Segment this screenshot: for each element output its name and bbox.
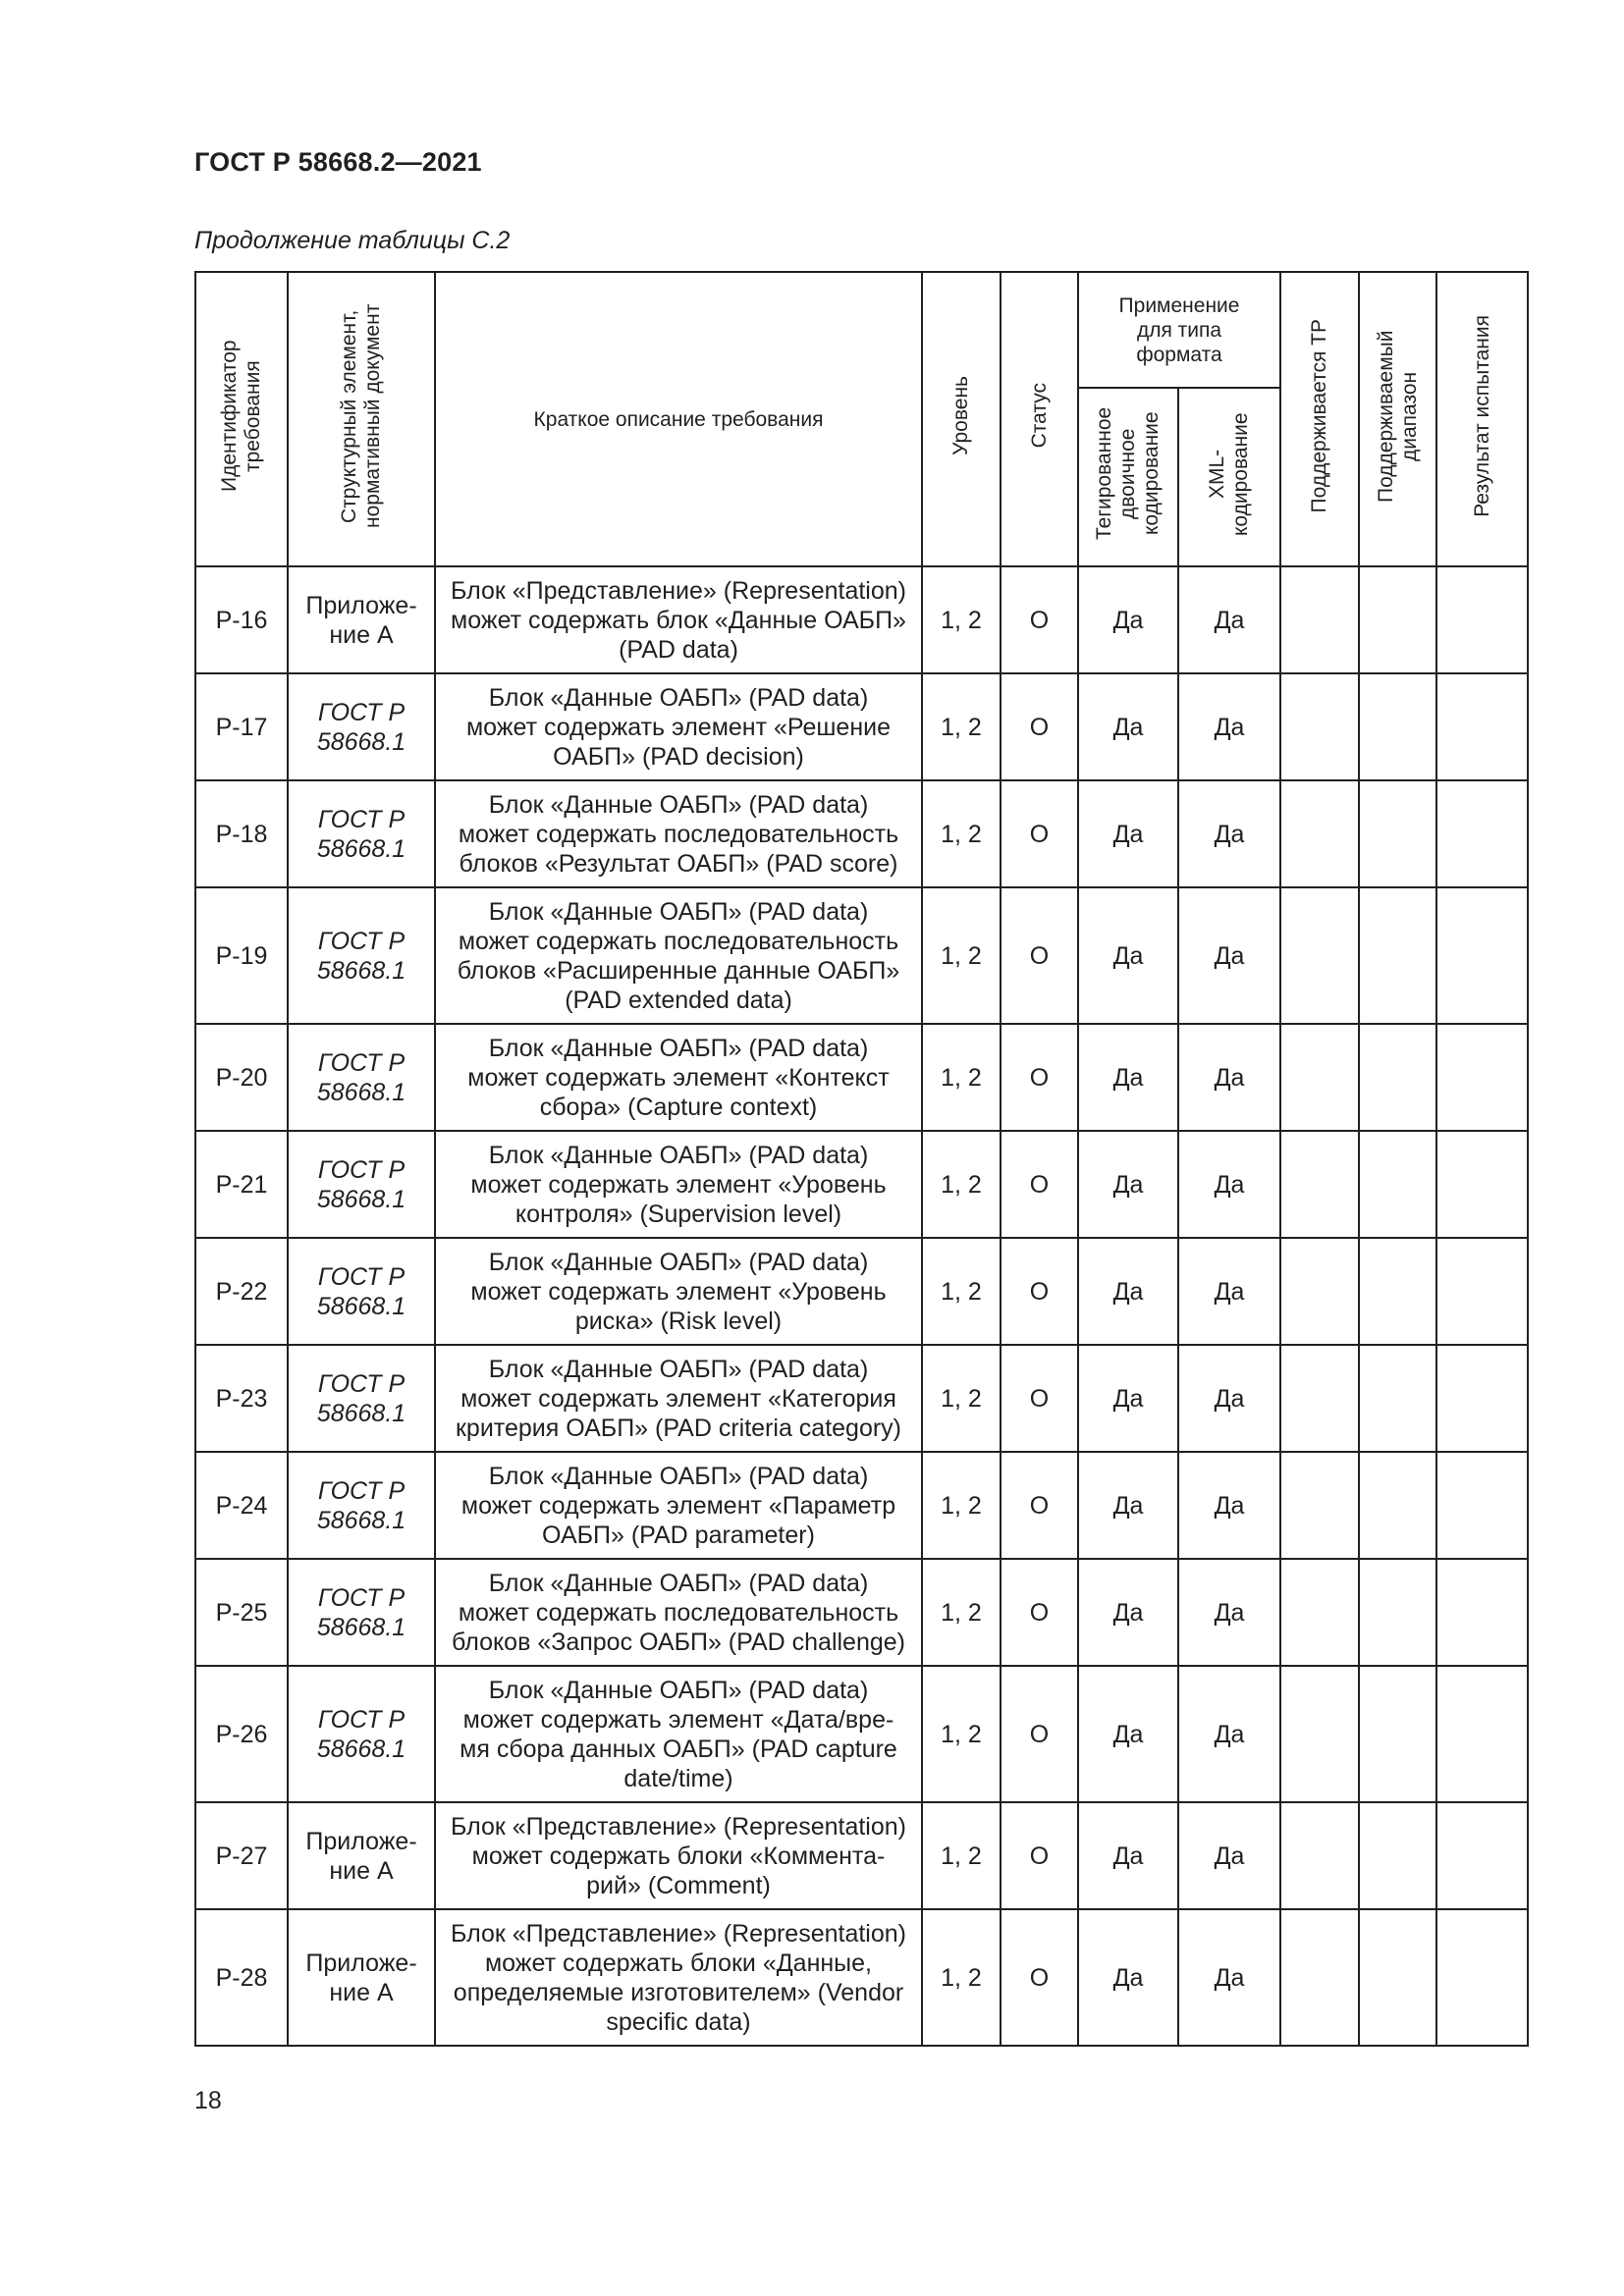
cell-id: P-19 — [195, 887, 288, 1024]
cell-structural-line: Приложе- — [305, 1949, 417, 1977]
cell-test-result — [1436, 1559, 1528, 1666]
cell-xml: Да — [1178, 1666, 1280, 1802]
cell-xml: Да — [1178, 1802, 1280, 1909]
cell-structural-line: ГОСТ Р — [317, 1048, 406, 1077]
cell-test-result — [1436, 780, 1528, 887]
cell-status: O — [1001, 1559, 1078, 1666]
table-header — [195, 272, 1528, 566]
cell-status: O — [1001, 1131, 1078, 1238]
cell-description — [435, 1452, 922, 1559]
table-row — [195, 566, 1528, 673]
cell-id: P-20 — [195, 1024, 288, 1131]
cell-xml: Да — [1178, 1024, 1280, 1131]
cell-description-line: Блок «Представление» (Representation) — [450, 1919, 906, 1948]
cell-structural-line: ГОСТ Р — [317, 805, 406, 833]
cell-level: 1, 2 — [922, 1559, 1001, 1666]
cell-xml: Да — [1178, 1131, 1280, 1238]
cell-supported-tr — [1280, 1802, 1359, 1909]
cell-description-line: может содержать блок «Данные ОАБП» — [451, 606, 906, 634]
cell-status: O — [1001, 780, 1078, 887]
cell-supported-range — [1359, 780, 1436, 887]
cell-level: 1, 2 — [922, 1131, 1001, 1238]
cell-description — [435, 1559, 922, 1666]
cell-structural-line: 58668.1 — [316, 1292, 406, 1320]
cell-description — [435, 1238, 922, 1345]
cell-xml: Да — [1178, 673, 1280, 780]
cell-description-line: Блок «Данные ОАБП» (PAD data) — [488, 1355, 869, 1383]
table-row — [195, 1452, 1528, 1559]
cell-test-result — [1436, 1345, 1528, 1452]
cell-id: P-25 — [195, 1559, 288, 1666]
cell-supported-tr — [1280, 566, 1359, 673]
cell-structural-line: 58668.1 — [316, 834, 406, 863]
cell-structural — [288, 1559, 435, 1666]
cell-test-result — [1436, 673, 1528, 780]
cell-level: 1, 2 — [922, 1238, 1001, 1345]
cell-structural-line: 58668.1 — [316, 1506, 406, 1534]
cell-xml: Да — [1178, 1345, 1280, 1452]
cell-tagged-binary: Да — [1078, 1345, 1178, 1452]
cell-status: O — [1001, 1345, 1078, 1452]
col-header-description: Краткое описание требования — [435, 272, 922, 566]
cell-supported-range — [1359, 566, 1436, 673]
cell-supported-range — [1359, 1345, 1436, 1452]
cell-description-line: (PAD extended data) — [565, 986, 792, 1014]
cell-description-line: Блок «Данные ОАБП» (PAD data) — [488, 1034, 869, 1062]
cell-supported-tr — [1280, 1452, 1359, 1559]
cell-status: O — [1001, 1452, 1078, 1559]
cell-description-line: критерия ОАБП» (PAD criteria category) — [455, 1414, 902, 1442]
cell-xml: Да — [1178, 1452, 1280, 1559]
cell-id: P-26 — [195, 1666, 288, 1802]
cell-id: P-17 — [195, 673, 288, 780]
cell-level: 1, 2 — [922, 887, 1001, 1024]
cell-structural — [288, 673, 435, 780]
cell-status: O — [1001, 1909, 1078, 2046]
cell-id: P-24 — [195, 1452, 288, 1559]
cell-structural-line: ГОСТ Р — [317, 1155, 406, 1184]
cell-description-line: (PAD data) — [619, 635, 738, 664]
table-row — [195, 1802, 1528, 1909]
cell-supported-range — [1359, 1666, 1436, 1802]
cell-description-line: риска» (Risk level) — [574, 1307, 783, 1335]
cell-tagged-binary: Да — [1078, 1452, 1178, 1559]
table-row — [195, 673, 1528, 780]
cell-description-line: может содержать блоки «Коммента- — [471, 1842, 886, 1870]
cell-structural — [288, 1452, 435, 1559]
cell-description-line: Блок «Данные ОАБП» (PAD data) — [488, 897, 869, 926]
cell-id: P-23 — [195, 1345, 288, 1452]
cell-description-line: Блок «Данные ОАБП» (PAD data) — [488, 683, 869, 712]
cell-supported-tr — [1280, 1238, 1359, 1345]
cell-level: 1, 2 — [922, 1024, 1001, 1131]
cell-level: 1, 2 — [922, 1345, 1001, 1452]
cell-description-line: может содержать элемент «Параметр — [460, 1491, 896, 1520]
table-row — [195, 1238, 1528, 1345]
cell-structural-line: Приложе- — [305, 591, 417, 619]
cell-description — [435, 1131, 922, 1238]
cell-supported-tr — [1280, 1909, 1359, 2046]
cell-tagged-binary: Да — [1078, 1024, 1178, 1131]
cell-xml: Да — [1178, 1238, 1280, 1345]
cell-description — [435, 673, 922, 780]
cell-id: P-16 — [195, 566, 288, 673]
cell-description-line: контроля» (Supervision level) — [514, 1200, 842, 1228]
col-header-format-group: Применение для типа формата — [1078, 272, 1280, 388]
cell-tagged-binary: Да — [1078, 1131, 1178, 1238]
cell-xml: Да — [1178, 1909, 1280, 2046]
cell-structural — [288, 887, 435, 1024]
table-row — [195, 887, 1528, 1024]
cell-tagged-binary: Да — [1078, 1802, 1178, 1909]
cell-supported-range — [1359, 1131, 1436, 1238]
table-row — [195, 1666, 1528, 1802]
cell-description-line: Блок «Представление» (Representation) — [450, 1812, 906, 1841]
cell-supported-tr — [1280, 1131, 1359, 1238]
cell-structural-line: 58668.1 — [316, 1078, 406, 1106]
cell-structural-line: 58668.1 — [316, 1185, 406, 1213]
cell-description-line: может содержать последовательность — [458, 927, 899, 955]
cell-id: P-22 — [195, 1238, 288, 1345]
cell-test-result — [1436, 1802, 1528, 1909]
cell-tagged-binary: Да — [1078, 673, 1178, 780]
table-row — [195, 1559, 1528, 1666]
cell-structural — [288, 566, 435, 673]
cell-structural-line: ГОСТ Р — [317, 1705, 406, 1734]
cell-description-line: может содержать элемент «Категория — [460, 1384, 896, 1413]
page-number: 18 — [194, 2087, 222, 2114]
cell-description-line: блоков «Расширенные данные ОАБП» — [457, 956, 900, 985]
cell-id: P-28 — [195, 1909, 288, 2046]
table-row — [195, 1345, 1528, 1452]
col-header-id: Идентификатор требования — [195, 272, 288, 566]
cell-status: O — [1001, 566, 1078, 673]
cell-structural-line: ГОСТ Р — [317, 1262, 406, 1291]
cell-structural-line: 58668.1 — [316, 956, 406, 985]
cell-tagged-binary: Да — [1078, 1238, 1178, 1345]
cell-structural-line: ГОСТ Р — [317, 698, 406, 726]
col-header-tagged-binary: Тегированное двоичное кодирование — [1078, 388, 1178, 566]
cell-test-result — [1436, 887, 1528, 1024]
cell-supported-tr — [1280, 1345, 1359, 1452]
cell-description-line: specific data) — [606, 2007, 751, 2036]
cell-structural-line: 58668.1 — [316, 727, 406, 756]
cell-description-line: Блок «Данные ОАБП» (PAD data) — [488, 1462, 869, 1490]
cell-structural-line: ГОСТ Р — [317, 927, 406, 955]
cell-supported-range — [1359, 887, 1436, 1024]
cell-test-result — [1436, 1238, 1528, 1345]
cell-xml: Да — [1178, 780, 1280, 887]
cell-tagged-binary: Да — [1078, 1666, 1178, 1802]
cell-description-line: может содержать элемент «Уровень — [470, 1170, 887, 1199]
requirements-table — [194, 271, 1529, 2047]
cell-test-result — [1436, 1666, 1528, 1802]
table-row — [195, 1909, 1528, 2046]
cell-description-line: Блок «Представление» (Representation) — [450, 576, 906, 605]
cell-structural — [288, 780, 435, 887]
cell-description — [435, 1802, 922, 1909]
cell-supported-range — [1359, 1452, 1436, 1559]
cell-structural-line: 58668.1 — [316, 1613, 406, 1641]
cell-test-result — [1436, 1024, 1528, 1131]
cell-structural — [288, 1024, 435, 1131]
cell-structural — [288, 1131, 435, 1238]
cell-description — [435, 1909, 922, 2046]
cell-structural — [288, 1802, 435, 1909]
cell-structural-line: 58668.1 — [316, 1399, 406, 1427]
cell-supported-tr — [1280, 1666, 1359, 1802]
cell-structural — [288, 1238, 435, 1345]
cell-description-line: мя сбора данных ОАБП» (PAD capture — [460, 1735, 897, 1763]
table-row — [195, 1131, 1528, 1238]
cell-level: 1, 2 — [922, 673, 1001, 780]
cell-level: 1, 2 — [922, 1666, 1001, 1802]
cell-description-line: может содержать элемент «Уровень — [470, 1277, 887, 1306]
cell-xml: Да — [1178, 887, 1280, 1024]
cell-description-line: Блок «Данные ОАБП» (PAD data) — [488, 1569, 869, 1597]
col-header-status: Статус — [1001, 272, 1078, 566]
cell-status: O — [1001, 1802, 1078, 1909]
cell-test-result — [1436, 1909, 1528, 2046]
cell-description-line: Блок «Данные ОАБП» (PAD data) — [488, 1141, 869, 1169]
cell-test-result — [1436, 1452, 1528, 1559]
cell-structural-line: ние А — [329, 1856, 394, 1885]
table-row — [195, 780, 1528, 887]
cell-level: 1, 2 — [922, 566, 1001, 673]
cell-supported-range — [1359, 1909, 1436, 2046]
cell-description-line: блоков «Запрос ОАБП» (PAD challenge) — [452, 1628, 905, 1656]
cell-supported-range — [1359, 673, 1436, 780]
cell-status: O — [1001, 1024, 1078, 1131]
cell-description — [435, 1666, 922, 1802]
table-caption: Продолжение таблицы С.2 — [194, 227, 511, 254]
cell-description-line: может содержать последовательность — [458, 1598, 899, 1627]
cell-description — [435, 566, 922, 673]
cell-structural — [288, 1345, 435, 1452]
cell-description-line: может содержать элемент «Дата/вре- — [462, 1705, 894, 1734]
cell-description — [435, 1024, 922, 1131]
cell-tagged-binary: Да — [1078, 887, 1178, 1024]
cell-description — [435, 1345, 922, 1452]
cell-id: P-21 — [195, 1131, 288, 1238]
cell-structural-line: ние А — [329, 1978, 394, 2006]
cell-structural-line: ГОСТ Р — [317, 1369, 406, 1398]
cell-level: 1, 2 — [922, 780, 1001, 887]
cell-status: O — [1001, 1666, 1078, 1802]
cell-description-line: ОАБП» (PAD decision) — [553, 742, 804, 771]
cell-structural-line: ние А — [329, 620, 394, 649]
cell-description-line: определяемые изготовителем» (Vendor — [453, 1978, 904, 2006]
cell-description-line: может содержать последовательность — [458, 820, 899, 848]
cell-structural — [288, 1666, 435, 1802]
col-header-structural: Структурный элемент, нормативный документ — [288, 272, 435, 566]
cell-status: O — [1001, 673, 1078, 780]
cell-supported-tr — [1280, 780, 1359, 887]
cell-supported-range — [1359, 1238, 1436, 1345]
cell-tagged-binary: Да — [1078, 780, 1178, 887]
cell-level: 1, 2 — [922, 1452, 1001, 1559]
cell-structural-line: ГОСТ Р — [317, 1476, 406, 1505]
cell-description-line: блоков «Результат ОАБП» (PAD score) — [459, 849, 898, 878]
cell-structural-line: 58668.1 — [316, 1735, 406, 1763]
cell-description-line: сбора» (Capture context) — [539, 1093, 818, 1121]
table-row — [195, 1024, 1528, 1131]
col-header-level: Уровень — [922, 272, 1001, 566]
col-header-test-result: Результат испытания — [1436, 272, 1528, 566]
cell-tagged-binary: Да — [1078, 1559, 1178, 1666]
cell-supported-range — [1359, 1802, 1436, 1909]
cell-supported-tr — [1280, 1024, 1359, 1131]
cell-status: O — [1001, 887, 1078, 1024]
cell-description-line: может содержать блоки «Данные, — [484, 1949, 873, 1977]
cell-description-line: Блок «Данные ОАБП» (PAD data) — [488, 1676, 869, 1704]
cell-xml: Да — [1178, 566, 1280, 673]
cell-level: 1, 2 — [922, 1802, 1001, 1909]
cell-description-line: Блок «Данные ОАБП» (PAD data) — [488, 1248, 869, 1276]
cell-tagged-binary: Да — [1078, 566, 1178, 673]
cell-structural — [288, 1909, 435, 2046]
cell-supported-tr — [1280, 673, 1359, 780]
cell-description — [435, 780, 922, 887]
cell-xml: Да — [1178, 1559, 1280, 1666]
col-header-supported-tr: Поддерживается ТР — [1280, 272, 1359, 566]
table-body — [195, 566, 1528, 2046]
col-header-supported-range: Поддерживаемый диапазон — [1359, 272, 1436, 566]
cell-test-result — [1436, 566, 1528, 673]
cell-supported-range — [1359, 1024, 1436, 1131]
document-title: ГОСТ Р 58668.2—2021 — [194, 147, 482, 177]
cell-structural-line: ГОСТ Р — [317, 1583, 406, 1612]
cell-structural-line: Приложе- — [305, 1827, 417, 1855]
cell-status: O — [1001, 1238, 1078, 1345]
cell-description-line: может содержать элемент «Контекст — [467, 1063, 890, 1092]
cell-level: 1, 2 — [922, 1909, 1001, 2046]
cell-description-line: Блок «Данные ОАБП» (PAD data) — [488, 790, 869, 819]
cell-supported-tr — [1280, 1559, 1359, 1666]
cell-tagged-binary: Да — [1078, 1909, 1178, 2046]
cell-test-result — [1436, 1131, 1528, 1238]
col-header-xml: XML-кодирование — [1178, 388, 1280, 566]
cell-description-line: может содержать элемент «Решение — [465, 713, 892, 741]
cell-description-line: рий» (Comment) — [586, 1871, 771, 1899]
cell-supported-tr — [1280, 887, 1359, 1024]
cell-description-line: date/time) — [623, 1764, 733, 1792]
cell-supported-range — [1359, 1559, 1436, 1666]
cell-id: P-27 — [195, 1802, 288, 1909]
cell-description — [435, 887, 922, 1024]
cell-description-line: ОАБП» (PAD parameter) — [542, 1521, 815, 1549]
cell-id: P-18 — [195, 780, 288, 887]
